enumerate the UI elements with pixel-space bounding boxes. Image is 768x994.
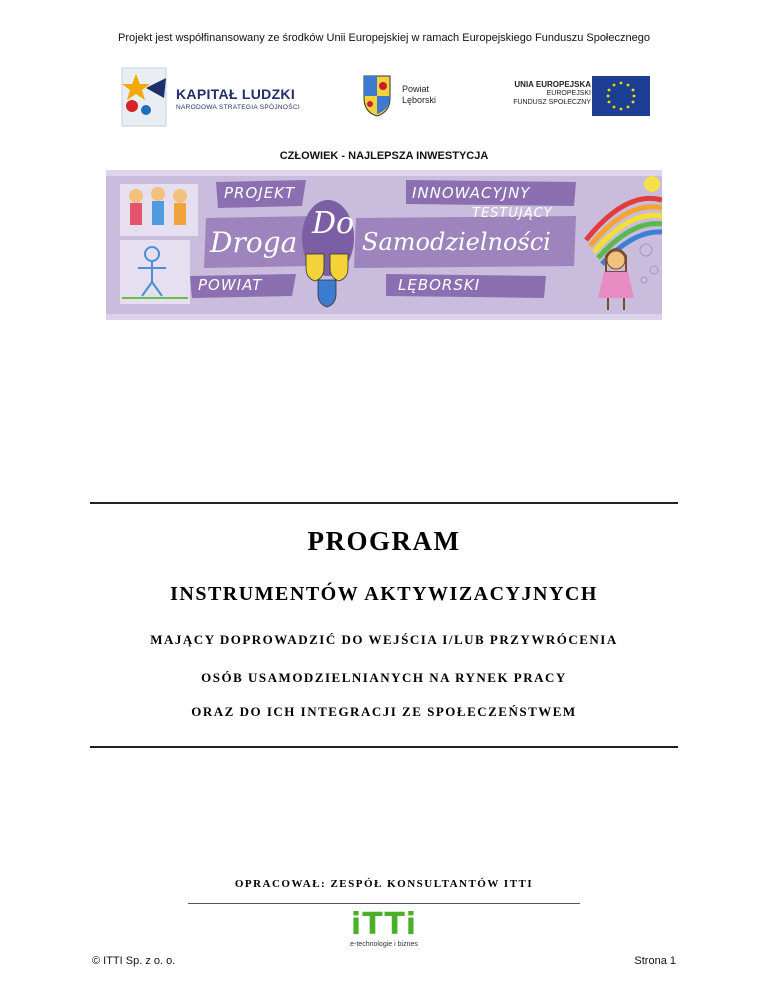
ue-label <box>505 80 591 107</box>
banner-word-testujacy: TESTUJĄCY <box>472 206 553 221</box>
powiat-line1: Powiat <box>402 84 430 94</box>
ue-title: UNIA EUROPEJSKA <box>514 80 591 89</box>
powiat-crest <box>364 76 390 116</box>
banner-word-innowacyjny: INNOWACYJNY <box>412 184 531 202</box>
funding-statement: Projekt jest współfinansowany ze środków Unii Europejskiej w ramach Europejskiego Funduszu Społecznego <box>118 32 650 44</box>
banner-word-powiat: POWIAT <box>198 276 263 294</box>
banner-word-droga: Droga <box>210 226 298 259</box>
title-line-4: OSÓB USAMODZIELNIANYCH NA RYNEK PRACY <box>201 670 567 685</box>
page-number: Strona 1 <box>634 955 676 967</box>
ue-line2: EUROPEJSKI <box>546 90 591 97</box>
title-rule-bottom <box>90 746 678 748</box>
title-line-3: MAJĄCY DOPROWADZIĆ DO WEJŚCIA I/LUB PRZYWRÓCENIA <box>150 632 618 647</box>
author-line: OPRACOWAŁ: ZESPÓŁ KONSULTANTÓW ITTI <box>234 878 534 890</box>
copyright: © ITTI Sp. z o. o. <box>92 955 176 967</box>
kapital-ludzki-logo <box>122 68 166 126</box>
powiat-line2: Lęborski <box>402 95 437 105</box>
banner-word-do: Do <box>312 206 355 241</box>
document-title: PROGRAM <box>307 526 461 556</box>
document-subtitle: INSTRUMENTÓW AKTYWIZACYJNYCH <box>170 583 598 605</box>
itti-tagline: e-technologie i biznes <box>350 941 418 948</box>
eu-flag <box>592 76 650 116</box>
itti-logo-word: iTTi <box>350 907 418 942</box>
kids-drawing-left <box>120 184 198 304</box>
title-rule-top <box>90 502 678 504</box>
title-line-5: ORAZ DO ICH INTEGRACJI ZE SPOŁECZEŃSTWEM <box>191 704 577 719</box>
kapital-ludzki-text <box>176 86 300 111</box>
banner-word-projekt: PROJEKT <box>224 184 296 202</box>
banner-word-leborski: LĘBORSKI <box>398 276 481 294</box>
footer-rule <box>188 903 580 904</box>
banner-word-samodzielnosci: Samodzielności <box>362 228 551 256</box>
powiat-label <box>402 84 436 106</box>
ue-line3: FUNDUSZ SPOŁECZNY <box>513 99 591 106</box>
motto: CZŁOWIEK - NAJLEPSZA INWESTYCJA <box>279 150 489 162</box>
itti-logo <box>330 907 438 948</box>
project-banner <box>106 170 662 320</box>
kapital-ludzki-title: KAPITAŁ LUDZKI <box>176 86 296 102</box>
kapital-ludzki-subtitle: NARODOWA STRATEGIA SPÓJNOŚCI <box>176 104 300 111</box>
